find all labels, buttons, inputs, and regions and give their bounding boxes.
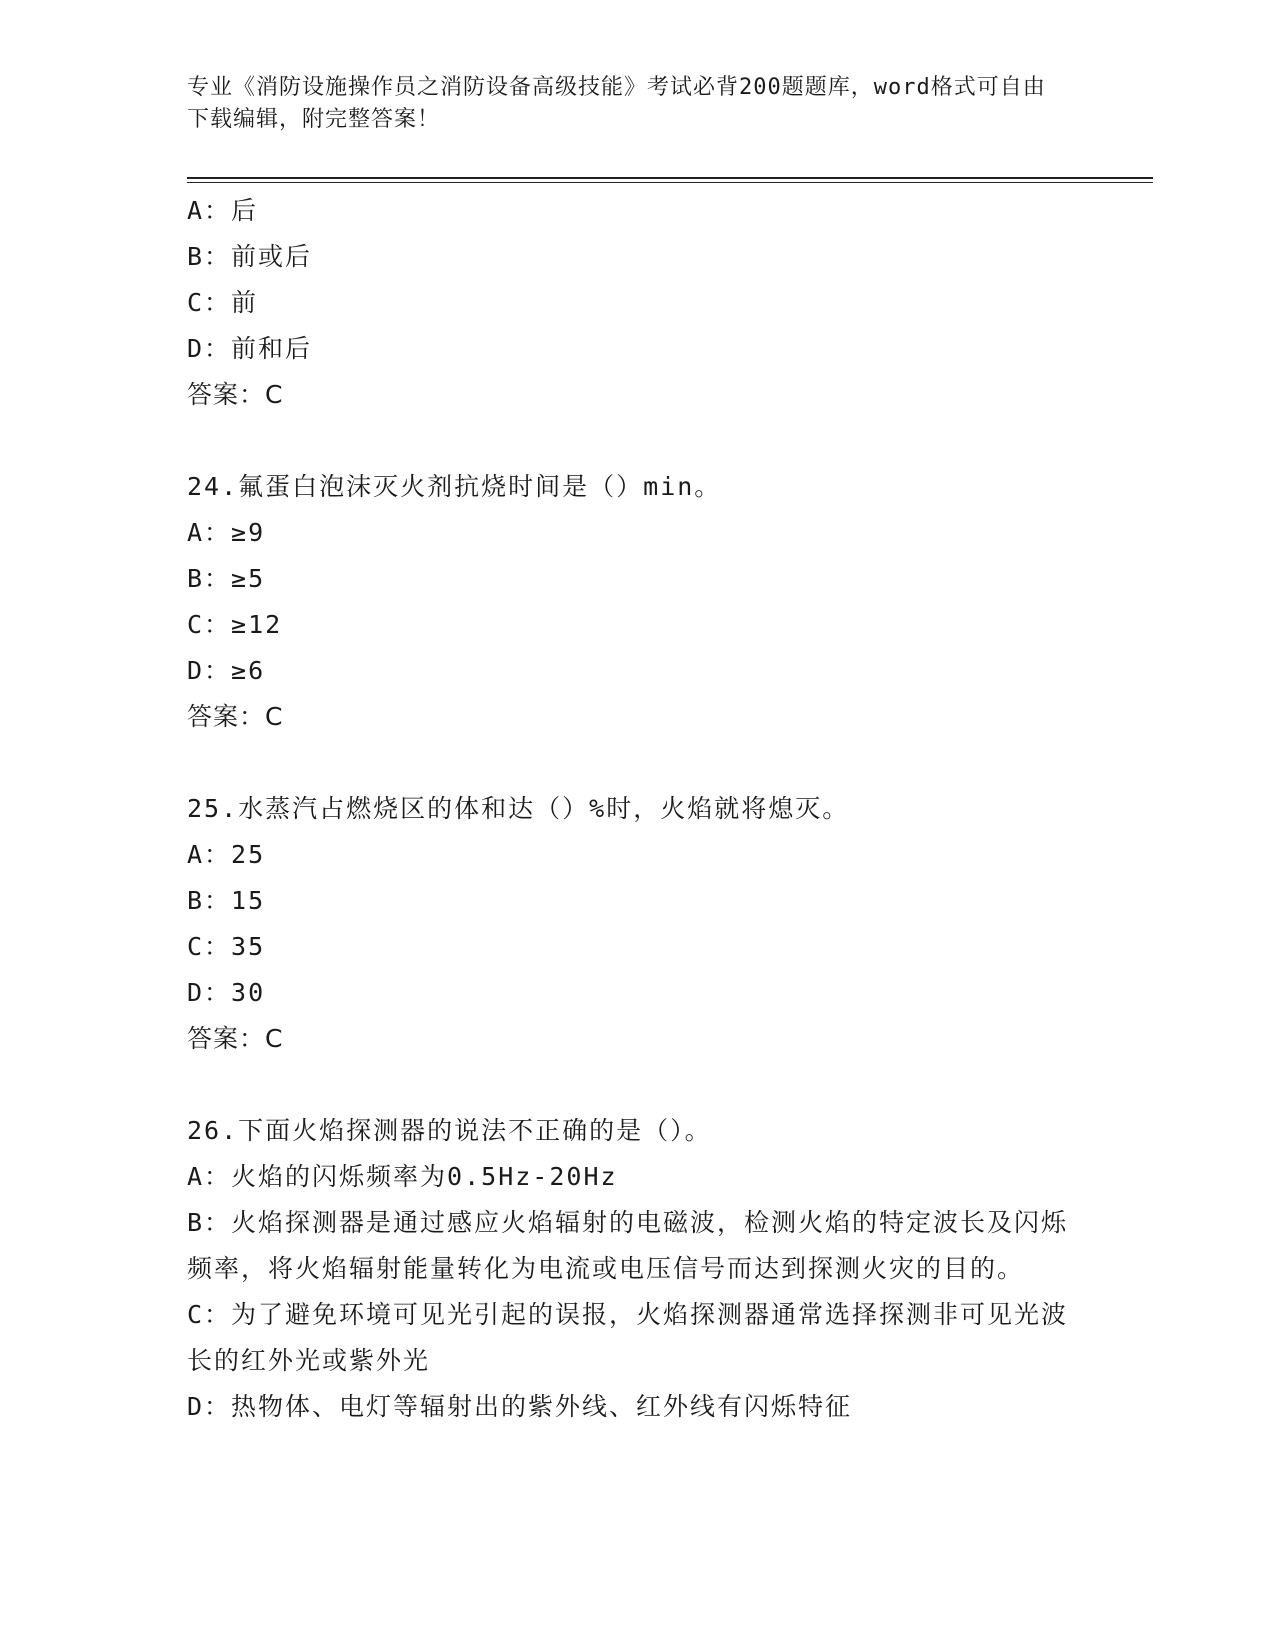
document-header: 专业《消防设施操作员之消防设备高级技能》考试必背200题题库，word格式可自由下载编辑，附完整答案！ (187, 75, 1046, 132)
question-block-25 (187, 786, 1077, 1062)
spacer (187, 740, 1077, 786)
option-a: A：≥9 (187, 518, 266, 547)
spacer (187, 418, 1077, 464)
question-block-23 (187, 188, 1077, 418)
header-rule-thin (187, 182, 1153, 183)
option-d: D：≥6 (187, 656, 266, 685)
option-c: C：35 (187, 932, 266, 961)
option-c: C：≥12 (187, 610, 283, 639)
option-d: D：热物体、电灯等辐射出的紫外线、红外线有闪烁特征 (187, 1392, 853, 1421)
answer-line: 答案：C (187, 1024, 284, 1053)
option-c: C：为了避免环境可见光引起的误报，火焰探测器通常选择探测非可见光波长的红外光或紫外光 (187, 1300, 1069, 1375)
question-text: 24.氟蛋白泡沫灭火剂抗烧时间是（）min。 (187, 472, 722, 501)
header-rule-thick (187, 177, 1153, 179)
spacer (187, 1062, 1077, 1108)
option-b: B：前或后 (187, 242, 313, 271)
option-a: A：25 (187, 840, 266, 869)
option-b: B：≥5 (187, 564, 266, 593)
option-b: B：火焰探测器是通过感应火焰辐射的电磁波，检测火焰的特定波长及闪烁频率，将火焰辐射能量转化为电流或电压信号而达到探测火灾的目的。 (187, 1208, 1069, 1283)
answer-line: 答案：C (187, 380, 284, 409)
option-a: A：后 (187, 196, 259, 225)
option-c: C：前 (187, 288, 259, 317)
question-block-24 (187, 464, 1077, 740)
question-text: 26.下面火焰探测器的说法不正确的是（）。 (187, 1116, 712, 1145)
question-list (187, 188, 1077, 1430)
question-block-26 (187, 1108, 1077, 1430)
question-text: 25.水蒸汽占燃烧区的体和达（）%时，火焰就将熄灭。 (187, 794, 850, 823)
option-d: D：前和后 (187, 334, 313, 363)
answer-line: 答案：C (187, 702, 284, 731)
option-b: B：15 (187, 886, 266, 915)
option-d: D：30 (187, 978, 266, 1007)
option-a: A：火焰的闪烁频率为0.5Hz-20Hz (187, 1162, 618, 1191)
